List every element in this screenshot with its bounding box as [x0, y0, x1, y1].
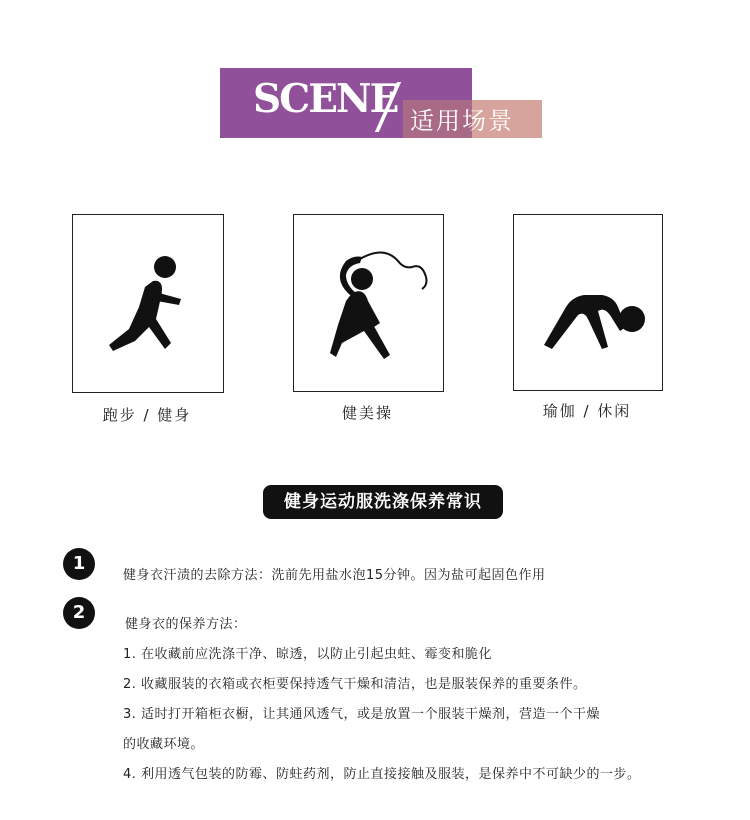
aerobics-figure-icon	[294, 215, 443, 391]
yoga-figure-icon	[514, 215, 662, 390]
item-2-line-3: 3. 适时打开箱柜衣橱，让其通风透气，或是放置一个服装干燥剂，营造一个干燥	[123, 707, 601, 722]
item-2-heading: 健身衣的保养方法：	[125, 617, 247, 632]
scene-banner	[220, 68, 542, 138]
section-title: 健身运动服洗涤保养常识	[263, 485, 503, 519]
item-2-line-3-cont: 的收藏环境。	[123, 737, 205, 752]
item-2-line-4: 4. 利用透气包装的防霉、防蛀药剂，防止直接接触及服装，是保养中不可缺少的一步。	[123, 767, 641, 782]
scene-card-running	[72, 214, 224, 393]
banner-scene-text: SCENE	[253, 76, 398, 122]
scene-label-yoga: 瑜伽 / 休闲	[542, 402, 632, 420]
banner-cn-text: 适用场景	[410, 107, 514, 135]
item-2-line-2: 2. 收藏服装的衣箱或衣柜要保持透气干燥和清洁，也是服装保养的重要条件。	[123, 677, 587, 692]
item-2-line-1: 1. 在收藏前应洗涤干净、晾透，以防止引起虫蛀、霉变和脆化	[123, 647, 493, 662]
number-badge-2: 2	[63, 597, 95, 629]
scene-card-yoga	[513, 214, 663, 391]
item-1-text: 健身衣汗渍的去除方法：洗前先用盐水泡15分钟。因为盐可起固色作用	[123, 568, 546, 583]
running-figure-icon	[73, 215, 223, 392]
scene-label-aerobics: 健美操	[341, 404, 393, 422]
scene-card-aerobics	[293, 214, 444, 392]
number-badge-1: 1	[63, 548, 95, 580]
scene-label-running: 跑步 / 健身	[102, 406, 192, 424]
